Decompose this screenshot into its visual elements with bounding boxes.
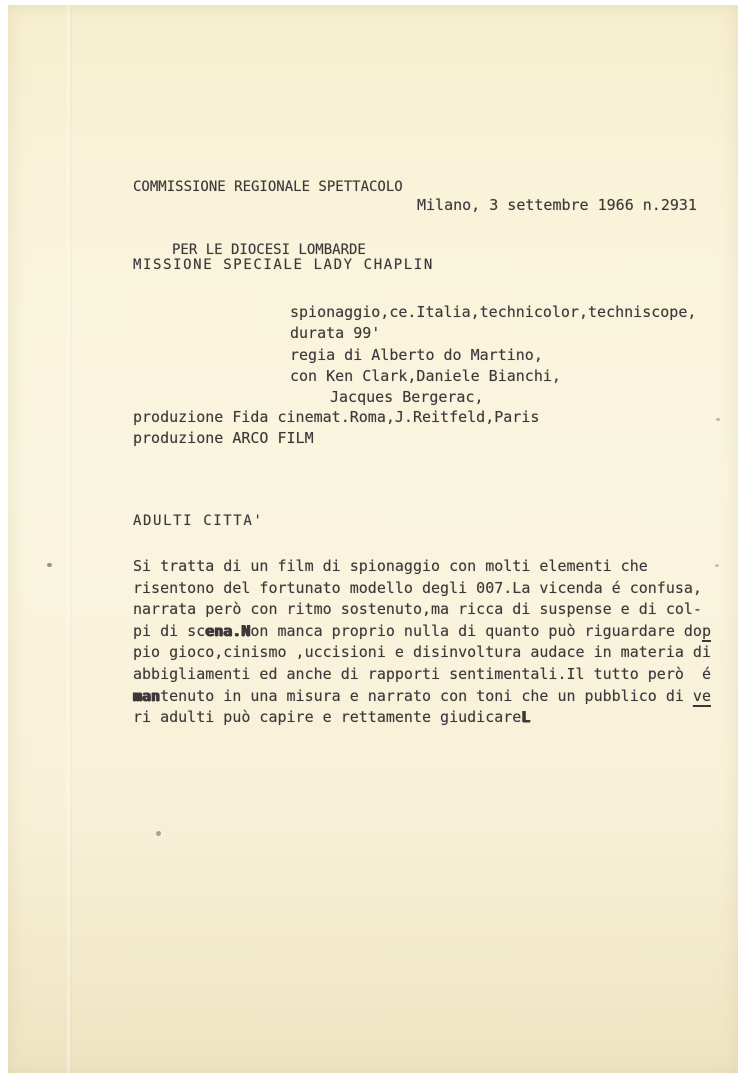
credit-line: con Ken Clark,Daniele Bianchi, [290,366,561,385]
text-segment: p [701,621,711,640]
text-segment: tenuto in una misura e narrato con toni che un pubblico di [160,686,693,705]
text-segment: ve [692,686,711,705]
paper-speck [716,418,720,421]
credit-line: spionaggio,ce.Italia,technicolor,techniscope, [290,303,697,321]
dateline: Milano, 3 settembre 1966 n.2931 [417,196,697,214]
letterhead-line-1: COMMISSIONE REGIONALE SPETTACOLO [133,179,403,195]
paper-speck [47,563,52,567]
rating-heading: ADULTI CITTA' [133,513,264,529]
text-segment: on manca proprio nulla di quanto può riguardare do [250,621,702,640]
credit-line: regia di Alberto do Martino, [290,345,543,364]
review-line [133,664,711,686]
review-line [133,642,711,664]
text-segment: Si tratta di un film di spionaggio con molti elementi che [133,557,648,575]
text-segment: pio gioco,cinismo ,uccisioni e disinvoltura audace in materia di [133,643,711,662]
review-line [133,686,711,708]
credit-line: durata 99' [290,324,381,343]
text-segment: abbigliamenti ed anche di rapporti sentimentali.Il tutto però é [133,664,711,683]
credit-line: Jacques Bergerac, [330,388,484,407]
paper-speck [715,564,719,567]
review-line [133,578,711,600]
text-segment: pi di sc [133,621,206,640]
letterhead-line-2: PER LE DIOCESI LOMBARDE [172,242,366,258]
review-line [133,621,711,643]
review-line [133,707,711,729]
film-title: MISSIONE SPECIALE LADY CHAPLIN [133,257,434,273]
review-line [133,599,711,621]
text-segment: ri adulti può capire e rettamente giudicare [133,708,522,727]
commission-letterhead [133,135,403,303]
paper-speck [156,831,161,836]
production-line: produzione Fida cinemat.Roma,J.Reitfeld,Paris [133,408,540,426]
text-segment: narrata però con ritmo sostenuto,ma ricca di suspense e di col- [133,600,702,619]
text-segment: ena.N [205,621,251,640]
review-paragraph [133,556,711,729]
paper-crease [66,5,72,1073]
film-credits [290,302,696,408]
text-segment: man [133,686,161,705]
text-segment: risentono del fortunato modello degli 007.La vicenda é confusa, [133,578,702,597]
production-line: produzione ARCO FILM [133,429,314,448]
text-segment: L [521,708,531,727]
review-line [133,556,711,578]
production-lines [133,407,539,450]
